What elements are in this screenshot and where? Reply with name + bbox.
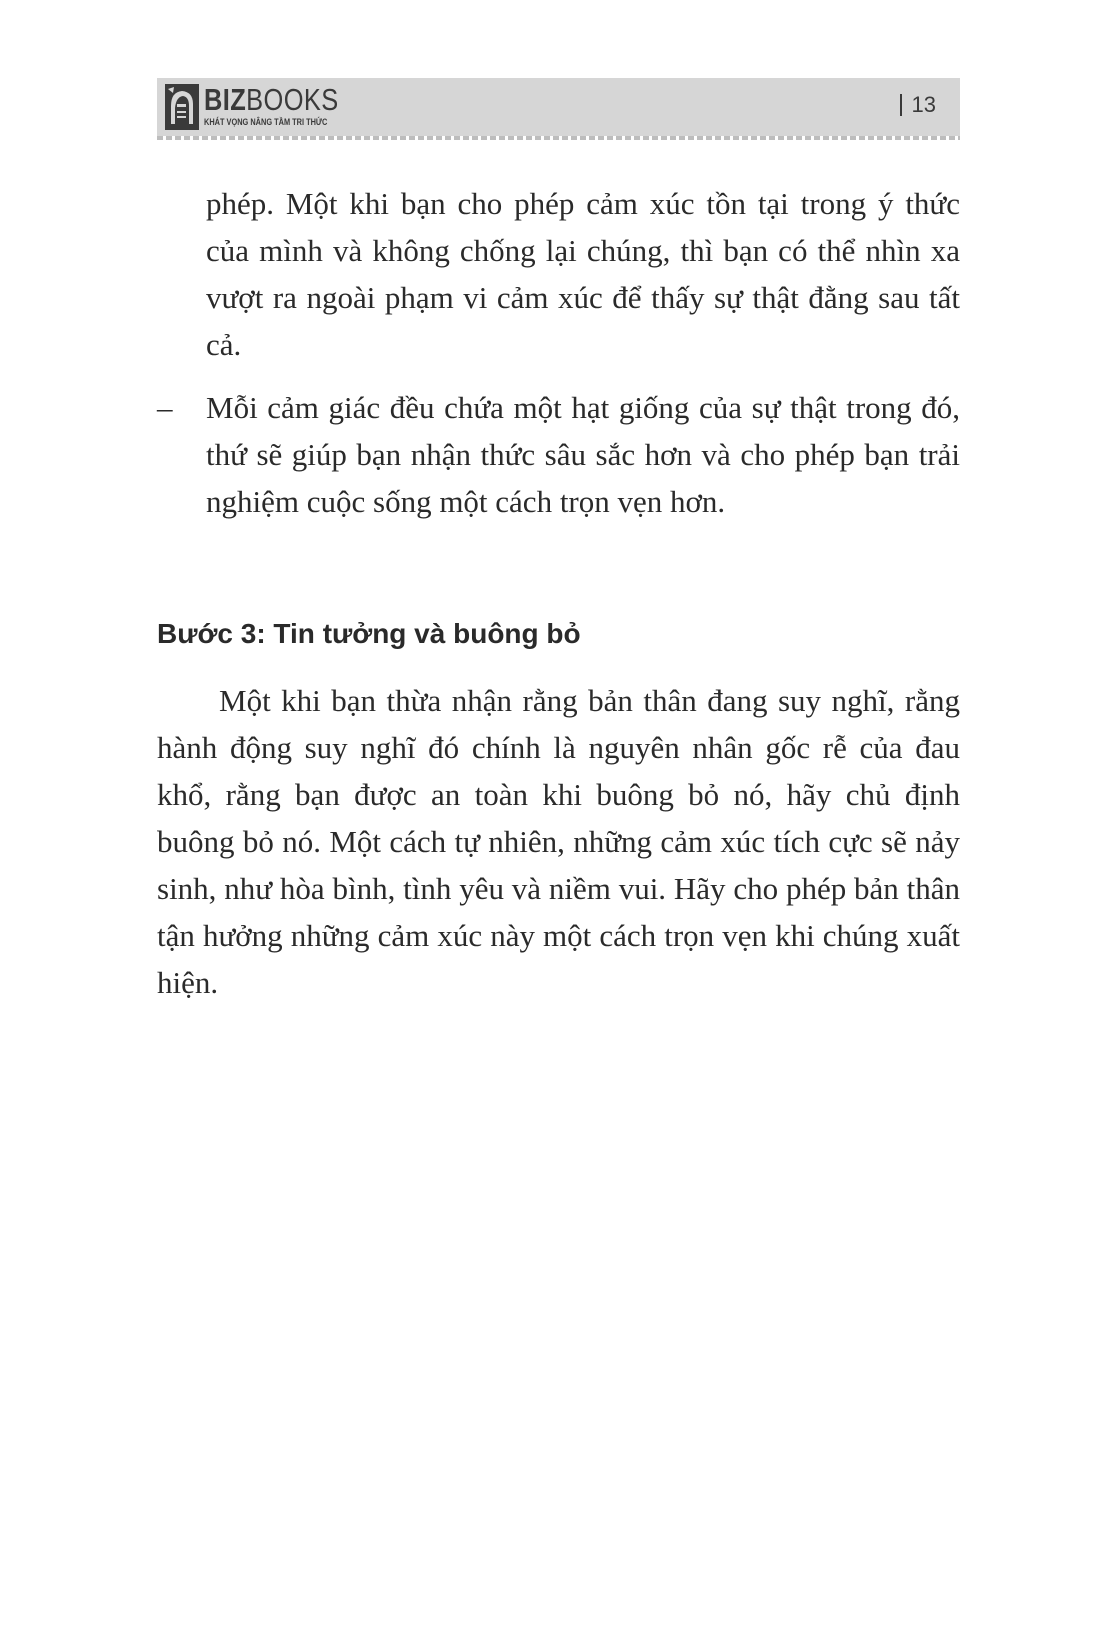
- continued-paragraph: phép. Một khi bạn cho phép cảm xúc tồn tại trong ý thức của mình và không chống lại chúng, thì bạn có thể nhìn xa vượt ra ngoài phạm vi cảm xúc để thấy sự thật đằng sau tất cả.: [206, 186, 960, 362]
- bullet-dash: –: [157, 390, 173, 425]
- bizbooks-logo: [165, 84, 368, 130]
- bullet-text: Mỗi cảm giác đều chứa một hạt giống của sự thật trong đó, thứ sẽ giúp bạn nhận thức sâu sắc hơn và cho phép bạn trải nghiệm cuộc sống một cách trọn vẹn hơn.: [206, 390, 960, 519]
- header-dashed-rule: [157, 136, 960, 140]
- bizbooks-logo-icon: [165, 84, 199, 130]
- brand-tagline: KHÁT VỌNG NÂNG TẦM TRI THỨC: [204, 117, 328, 127]
- brand-name: BIZBOOKS: [204, 82, 339, 117]
- page-header: [157, 78, 960, 136]
- page-number-value: 13: [911, 92, 936, 117]
- section-heading: Bước 3: Tin tưởng và buông bỏ: [157, 618, 581, 649]
- page-number-divider: [900, 94, 902, 116]
- bullet-item: [157, 384, 960, 525]
- page-number: [900, 92, 936, 118]
- body-paragraph: Một khi bạn thừa nhận rằng bản thân đang suy nghĩ, rằng hành động suy nghĩ đó chính là nguyên nhân gốc rễ của đau khổ, rằng bạn được an toàn khi buông bỏ nó, hãy chủ định buông bỏ nó. Một cách tự nhiên, những cảm xúc tích cực sẽ nảy sinh, như hòa bình, tình yêu và niềm vui. Hãy cho phép bản thân tận hưởng những cảm xúc này một cách trọn vẹn khi chúng xuất hiện.: [157, 683, 960, 1000]
